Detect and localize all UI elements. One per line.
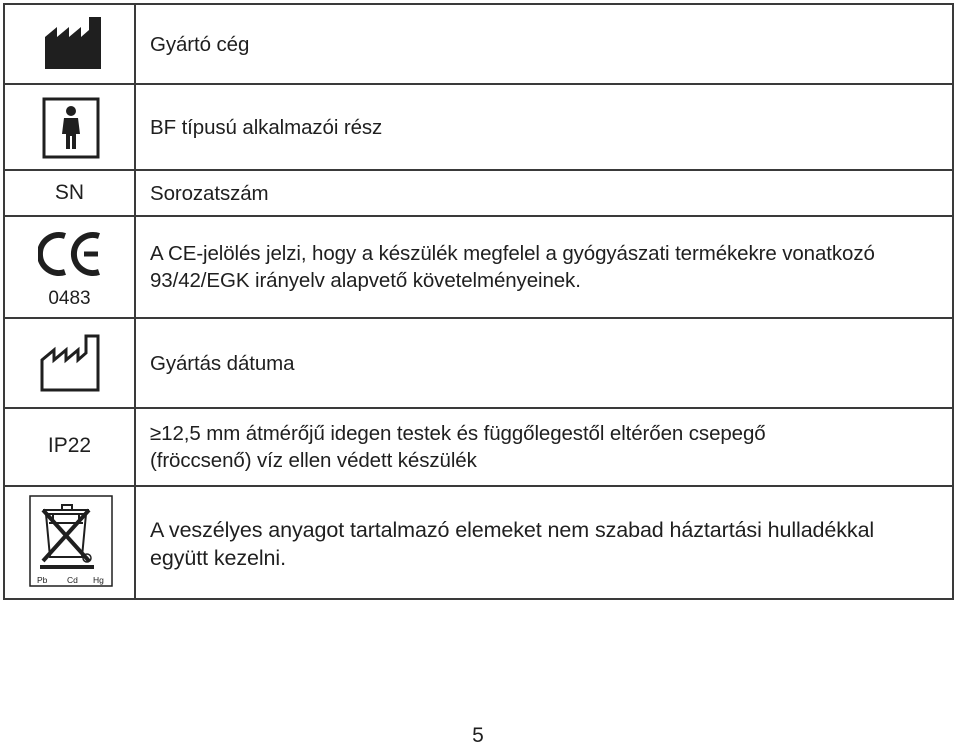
mercury-label: Hg bbox=[93, 575, 104, 585]
symbol-cell bbox=[5, 171, 136, 215]
description-line: Sorozatszám bbox=[150, 181, 269, 205]
table-row bbox=[5, 319, 952, 409]
table-row bbox=[5, 409, 952, 487]
description-line: Gyártás dátuma bbox=[150, 351, 295, 375]
description-cell bbox=[150, 319, 942, 407]
description-cell bbox=[150, 487, 942, 600]
serial-number-symbol: SN bbox=[54, 181, 85, 204]
table-row bbox=[5, 487, 952, 600]
manufacturer-icon bbox=[43, 15, 103, 71]
date-of-manufacture-icon bbox=[40, 332, 102, 394]
cadmium-label: Cd bbox=[67, 575, 78, 585]
description-line: A CE-jelölés jelzi, hogy a készülék megfelel a gyógyászati termékekre vonatkozó bbox=[150, 242, 875, 265]
description-line: A veszélyes anyagot tartalmazó elemeket nem szabad háztartási hulladékkal bbox=[150, 517, 875, 542]
symbol-table bbox=[3, 3, 954, 600]
ip-rating-symbol: IP22 bbox=[47, 434, 92, 457]
description-line: Gyártó cég bbox=[150, 32, 250, 56]
table-row bbox=[5, 171, 952, 217]
symbol-cell bbox=[5, 85, 136, 169]
table-row bbox=[5, 85, 952, 171]
table-row bbox=[5, 217, 952, 319]
crossed-out-bin-icon bbox=[29, 495, 113, 587]
symbol-cell bbox=[5, 217, 136, 317]
symbol-cell bbox=[5, 319, 136, 407]
lead-label: Pb bbox=[37, 575, 48, 585]
description-line: (fröccsenő) víz ellen védett készülék bbox=[150, 449, 477, 472]
notified-body-number: 0483 bbox=[48, 288, 91, 309]
description-cell bbox=[150, 85, 942, 169]
ce-mark-icon bbox=[38, 231, 104, 277]
description-line: BF típusú alkalmazói rész bbox=[150, 115, 383, 139]
symbol-cell bbox=[5, 409, 136, 485]
symbol-cell bbox=[5, 5, 136, 83]
table-row bbox=[5, 5, 952, 85]
bf-type-applied-part-icon bbox=[42, 97, 100, 159]
description-cell bbox=[150, 409, 942, 485]
symbol-cell bbox=[5, 487, 136, 600]
description-line: 93/42/EGK irányelv alapvető követelményeinek. bbox=[150, 269, 581, 292]
description-cell bbox=[150, 171, 942, 215]
description-cell bbox=[150, 5, 942, 83]
description-line: ≥12,5 mm átmérőjű idegen testek és függőlegestől eltérően csepegő bbox=[150, 422, 766, 445]
description-cell bbox=[150, 217, 942, 317]
page-number: 5 bbox=[472, 724, 484, 747]
description-line: együtt kezelni. bbox=[150, 545, 286, 570]
